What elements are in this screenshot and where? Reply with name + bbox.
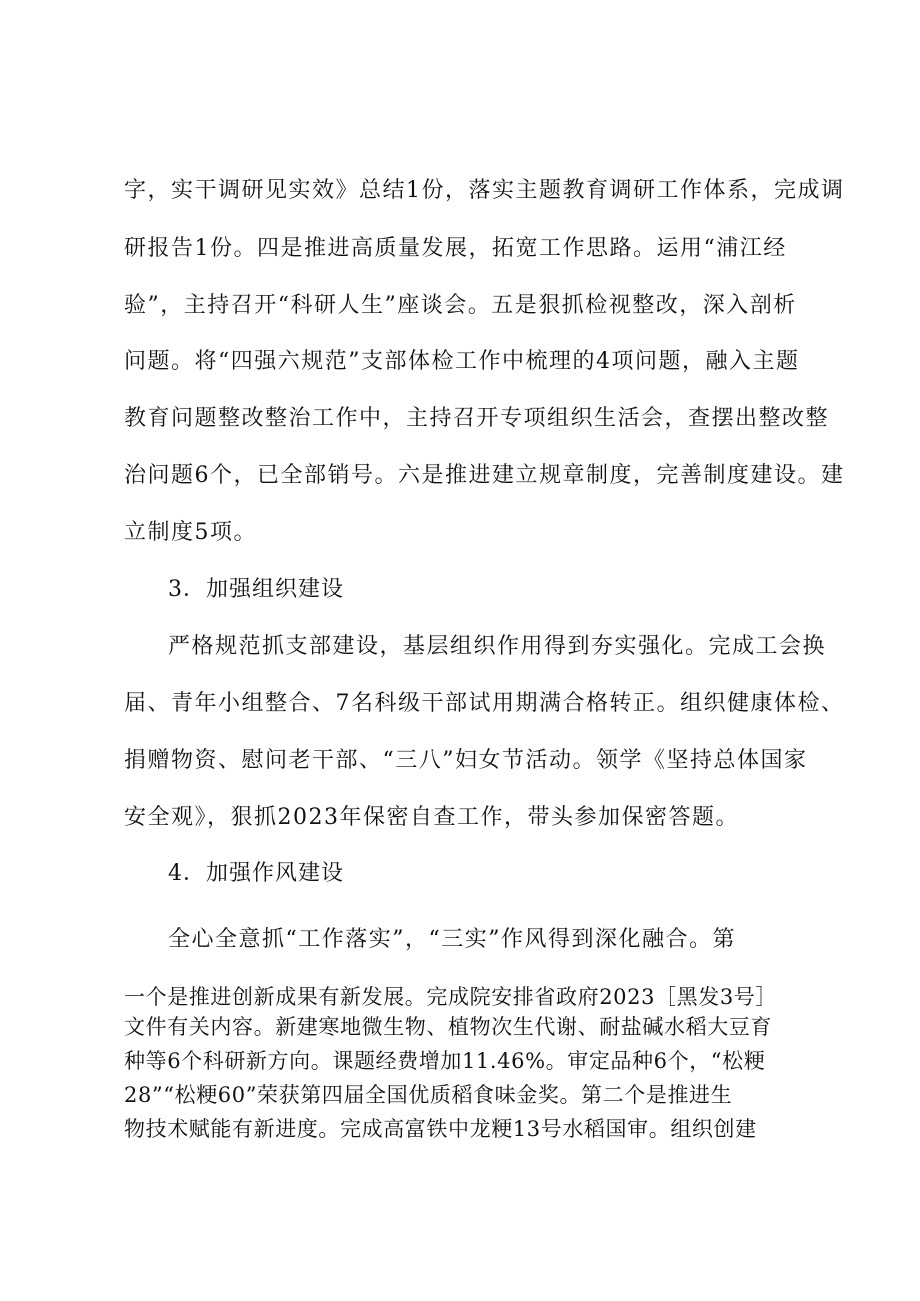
body-line: 捐赠物资、慰问老干部、“三八”妇女节活动。领学《坚持总体国家 — [124, 748, 808, 773]
body-line: 安全观》，狠抓2023年保密自查工作，带头参加保密答题。 — [124, 805, 739, 830]
section-heading-organization: 3．加强组织建设 — [168, 577, 344, 602]
section-heading-work-style: 4．加强作风建设 — [168, 861, 344, 886]
body-line: 立制度5项。 — [124, 520, 257, 545]
body-line: 问题。将“四强六规范”支部体检工作中梳理的4项问题，融入主题 — [124, 349, 800, 374]
body-line: 28”“松粳60”荣获第四届全国优质稻食味金奖。第二个是推进生 — [124, 1083, 733, 1107]
body-line: 教育问题整改整治工作中，主持召开专项组织生活会，查摆出整改整 — [124, 406, 830, 431]
body-line: 届、青年小组整合、7名科级干部试用期满合格转正。组织健康体检、 — [124, 691, 845, 716]
body-line: 验”，主持召开“科研人生”座谈会。五是狠抓检视整改，深入剖析 — [124, 293, 797, 318]
body-line: 一个是推进创新成果有新发展。完成院安排省政府2023［黑发3号］ — [124, 985, 778, 1009]
body-line: 治问题6个，已全部销号。六是推进建立规章制度，完善制度建设。建 — [124, 463, 845, 488]
body-line: 文件有关内容。新建寒地微生物、植物次生代谢、耐盐碱水稻大豆育 — [124, 1015, 772, 1039]
body-line: 字，实干调研见实效》总结1份，落实主题教育调研工作体系，完成调 — [124, 178, 845, 203]
paragraph-first-line: 严格规范抓支部建设，基层组织作用得到夯实强化。完成工会换 — [168, 634, 827, 659]
body-line: 研报告1份。四是推进高质量发展，拓宽工作思路。运用“浦江经 — [124, 236, 787, 261]
body-line: 种等6个科研新方向。课题经费增加11.46%。审定品种6个，“松粳 — [124, 1049, 766, 1073]
body-line: 物技术赋能有新进度。完成高富铁中龙粳13号水稻国审。组织创建 — [124, 1117, 757, 1141]
paragraph-first-line: 全心全意抓“工作落实”，“三实”作风得到深化融合。第 — [168, 927, 736, 952]
